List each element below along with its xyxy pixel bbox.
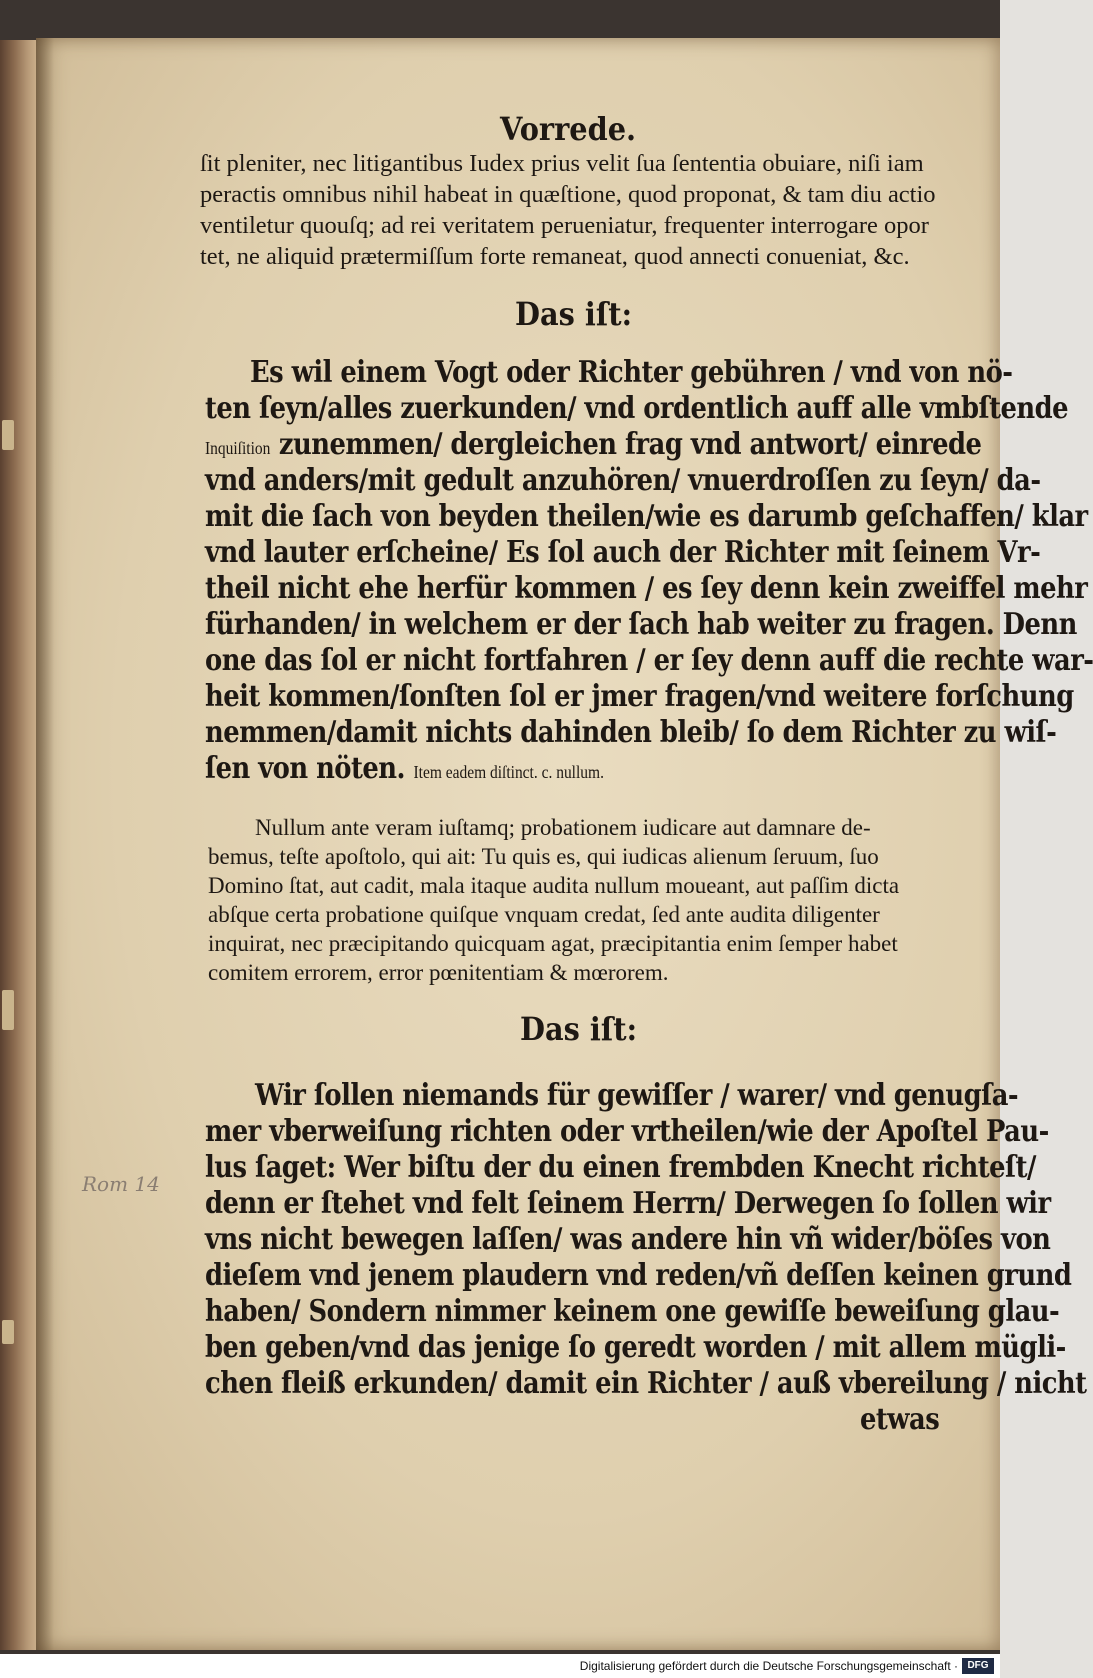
margin-note: Rom 14 [82, 1172, 160, 1196]
section-heading: Das iſt: [520, 1010, 638, 1048]
german-line: haben/ Sondern nimmer keinem one gewiſſe beweiſung glau- [205, 1294, 1060, 1329]
latin-line: abſque certa probatione quiſque vnquam credat, ſed ante audita diligenter [208, 902, 880, 927]
german-line: Wir ſollen niemands für gewiſſer / warer/ vnd genugſa- [255, 1078, 1019, 1113]
catchword: etwas [860, 1402, 940, 1437]
latin-line: bemus, teſte apoſtolo, qui ait: Tu quis es, qui iudicas alienum ſeruum, ſuo [208, 844, 879, 869]
footer-credit: Digitalisierung gefördert durch die Deutsche Forschungsgemeinschaft · [579, 1659, 958, 1673]
german-line: denn er ſtehet vnd felt ſeinem Herrn/ Derwegen ſo ſollen wir [205, 1186, 1051, 1221]
running-head: Vorrede. [500, 110, 637, 148]
latin-line: comitem errorem, error pœnitentiam & mœrorem. [208, 960, 669, 985]
page-tab [2, 990, 14, 1030]
latin-line: tet, ne aliquid prætermiſſum forte remaneat, quod annecti conueniat, &c. [200, 243, 910, 270]
page-tab [2, 1320, 14, 1344]
german-line: ben geben/vnd das jenige ſo geredt worden / mit allem mügli- [205, 1330, 1066, 1365]
german-line: Inquiſition zunemmen/ dergleichen frag vnd antwort/ einrede [205, 427, 982, 462]
german-line: nemmen/damit nichts dahinden bleib/ ſo dem Richter zu wiſ- [205, 715, 1057, 750]
german-line: Es wil einem Vogt oder Richter gebühren / vnd von nö- [250, 355, 1013, 390]
german-line: ten ſeyn/alles zuerkunden/ vnd ordentlich auff alle vmbſtende [205, 391, 1069, 426]
section-heading: Das iſt: [515, 295, 633, 333]
german-line: heit kommen/ſonſten ſol er jmer fragen/vnd weitere forſchung [205, 679, 1074, 714]
german-line: fürhanden/ in welchem er der ſach hab weiter zu fragen. Denn [205, 607, 1077, 642]
latin-line: Domino ſtat, aut cadit, mala itaque audita nullum moueant, aut paſſim dicta [208, 873, 900, 898]
german-line: vns nicht bewegen laſſen/ was andere hin vñ wider/böſes von [205, 1222, 1051, 1257]
book-page-edges [0, 40, 40, 1650]
german-line: lus ſaget: Wer biſtu der du einen frembden Knecht richteſt/ [205, 1150, 1036, 1185]
german-line: theil nicht ehe herfür kommen / es ſey denn kein zweiffel mehr [205, 571, 1088, 606]
page-tab [2, 420, 14, 450]
latin-line: inquirat, nec præcipitando quicquam agat, præcipitantia enim ſemper habet [208, 931, 898, 956]
citation: Item eadem diſtinct. c. nullum. [413, 762, 604, 782]
german-line: vnd lauter erſcheine/ Es ſol auch der Richter mit ſeinem Vr- [205, 535, 1041, 570]
latin-line: peractis omnibus nihil habeat in quæſtione, quod proponat, & tam diu actio [200, 181, 936, 208]
german-line: dieſem vnd jenem plaudern vnd reden/vñ deſſen keinen grund [205, 1258, 1072, 1293]
footer-bar [0, 1654, 1000, 1678]
german-line: vnd anders/mit gedult anzuhören/ vnuerdroſſen zu ſeyn/ da- [205, 463, 1041, 498]
dfg-logo: DFG [962, 1658, 994, 1674]
latin-line: ſit pleniter, nec litigantibus Iudex prius velit ſua ſententia obuiare, niſi iam [200, 150, 924, 177]
german-line: mer vberweiſung richten oder vrtheilen/wie der Apoſtel Pau- [205, 1114, 1049, 1149]
german-line: ſen von nöten. Item eadem diſtinct. c. nullum. [205, 751, 604, 786]
latin-line: Nullum ante veram iuſtamq; probationem iudicare aut damnare de- [255, 815, 871, 840]
german-line: one das ſol er nicht fortfahren / er ſey denn auff die rechte war- [205, 643, 1093, 678]
german-line: chen fleiß erkunden/ damit ein Richter / auß vbereilung / nicht [205, 1366, 1087, 1401]
latin-line: ventiletur quouſq; ad rei veritatem perueniatur, frequenter interrogare opor [200, 212, 929, 239]
inline-latin-word: Inquiſition [205, 438, 271, 458]
gutter-shadow [36, 38, 54, 1650]
german-line: mit die ſach von beyden theilen/wie es darumb geſchaffen/ klar [205, 499, 1088, 534]
